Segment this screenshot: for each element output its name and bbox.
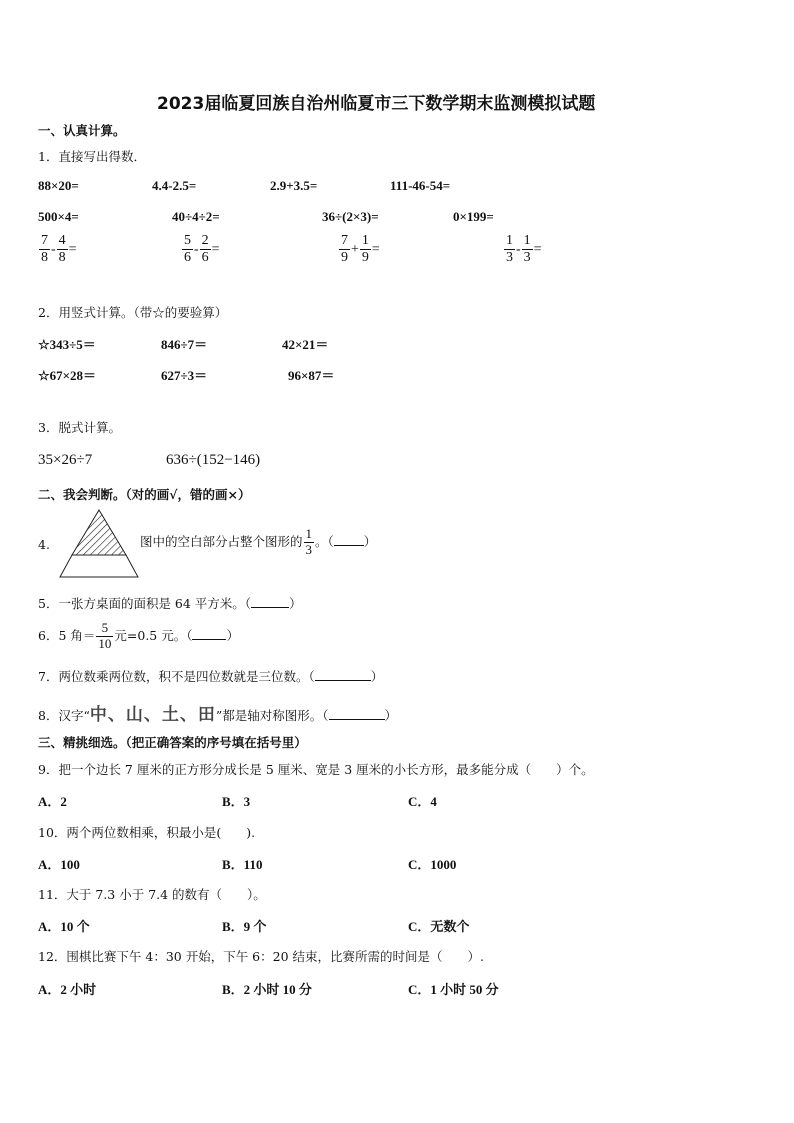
fraction-denominator: 3 <box>523 250 531 266</box>
fraction-numerator: 1 <box>522 233 533 250</box>
q7-close: ） <box>370 669 384 684</box>
fraction-denominator: 8 <box>58 250 66 266</box>
option-b[interactable]: B．110 <box>222 857 263 872</box>
q3-label: 3．脱式计算。 <box>38 420 121 435</box>
fraction-numerator: 7 <box>339 233 350 250</box>
fraction-denominator: 9 <box>341 250 348 266</box>
operator: - <box>51 241 56 257</box>
fraction-numerator: 2 <box>200 233 211 250</box>
q1-item: 111-46-54= <box>390 178 451 193</box>
operator: + <box>351 241 359 257</box>
section-2-heading: 二、我会判断。（对的画√，错的画×） <box>38 487 251 502</box>
q10-text: 10．两个两位数相乘，积最小是( ). <box>38 825 256 840</box>
q2-item: ☆67×28＝ <box>38 368 97 383</box>
q1-item: 36÷(2×3)= <box>322 209 379 224</box>
fraction-denominator: 3 <box>506 250 513 266</box>
q1-item: 0×199= <box>453 209 494 224</box>
q3-item: 35×26÷7 <box>38 452 93 468</box>
q8-pre: 8．汉字“ <box>38 708 90 723</box>
q8-close: ） <box>384 708 398 723</box>
fraction-denominator: 6 <box>184 250 191 266</box>
fraction-numerator: 1 <box>305 526 313 541</box>
q4-text <box>140 527 376 558</box>
fraction-denominator: 6 <box>201 250 209 266</box>
q1-fraction-item <box>38 233 77 266</box>
q5-text <box>38 594 302 612</box>
q1-label: 1．直接写出得数． <box>38 149 146 164</box>
option-a[interactable]: A．2 小时 <box>38 982 97 997</box>
option-c[interactable]: C．1 小时 50 分 <box>408 982 499 997</box>
q1-item: 40÷4÷2= <box>172 209 220 224</box>
equals-sign: = <box>533 241 542 257</box>
option-b[interactable]: B．9 个 <box>222 919 267 934</box>
option-a[interactable]: A．10 个 <box>38 919 90 934</box>
q2-item: 96×87＝ <box>288 368 335 383</box>
q2-item: ☆343÷5＝ <box>38 337 96 352</box>
q1-item: 2.9+3.5= <box>270 178 318 193</box>
equals-sign: = <box>68 241 77 257</box>
q6-close: ） <box>226 627 239 643</box>
fraction-numerator: 5 <box>96 621 113 637</box>
q1-fraction-item <box>503 233 542 266</box>
fraction-denominator: 9 <box>361 250 369 266</box>
equals-sign: = <box>371 241 380 257</box>
option-a[interactable]: A．100 <box>38 857 80 872</box>
q7-text <box>38 667 383 685</box>
q1-fraction-item <box>181 233 220 266</box>
q6-post: 元=0.5 元。（ <box>114 627 193 643</box>
fraction-numerator: 5 <box>182 233 193 250</box>
fraction-numerator: 7 <box>39 233 50 250</box>
section-1-heading: 一、认真计算。 <box>38 123 126 138</box>
operator: - <box>516 241 521 257</box>
option-c[interactable]: C．1000 <box>408 857 457 872</box>
q5-statement: 5．一张方桌面的面积是 64 平方米。（ <box>38 596 252 611</box>
q8-characters: 中、山、土、田 <box>89 705 216 725</box>
q2-item: 627÷3＝ <box>161 368 208 383</box>
q2-item: 42×21＝ <box>282 337 329 352</box>
q2-label: 2．用竖式计算。（带☆的要验算） <box>38 305 228 320</box>
answer-blank[interactable] <box>315 668 371 681</box>
option-c[interactable]: C．4 <box>408 794 437 809</box>
q7-statement: 7．两位数乘两位数，积不是四位数就是三位数。（ <box>38 669 315 684</box>
page-title: 2023届临夏回族自治州临夏市三下数学期末监测模拟试题 <box>157 94 596 114</box>
q3-item: 636÷(152−146) <box>166 452 261 468</box>
q1-item: 88×20= <box>38 178 79 193</box>
q5-close: ） <box>289 596 302 611</box>
answer-blank[interactable] <box>329 707 385 720</box>
option-c[interactable]: C．无数个 <box>408 919 470 934</box>
option-b[interactable]: B．3 <box>222 794 251 809</box>
fraction-denominator: 3 <box>305 541 313 557</box>
q6-pre: 6．5 角＝ <box>38 627 96 643</box>
section-3-heading: 三、精挑细选。（把正确答案的序号填在括号里） <box>38 735 307 750</box>
q9-text: 9．把一个边长 7 厘米的正方形分成长是 5 厘米、宽是 3 厘米的小长方形，最多能分成（ ）个。 <box>38 762 594 777</box>
q8-text <box>38 700 397 725</box>
q11-text: 11．大于 7.3 小于 7.4 的数有（ ）。 <box>38 887 266 902</box>
fraction-numerator: 1 <box>360 233 371 250</box>
q4-number: 4. <box>38 537 50 552</box>
equals-sign: = <box>211 241 220 257</box>
operator: - <box>194 241 199 257</box>
q4-close: ） <box>363 533 377 549</box>
q4-triangle-figure <box>58 509 140 579</box>
shaded-region <box>72 510 126 555</box>
q4-statement: 图中的空白部分占整个图形的 <box>140 533 303 549</box>
fraction-numerator: 1 <box>504 233 515 250</box>
answer-blank[interactable] <box>334 533 364 546</box>
answer-blank[interactable] <box>251 595 289 608</box>
q1-fraction-item <box>338 233 380 266</box>
q8-post: ”都是轴对称图形。（ <box>215 708 329 723</box>
q6-text <box>38 621 239 652</box>
q4-tail: 。（ <box>315 533 334 549</box>
option-b[interactable]: B．2 小时 10 分 <box>222 982 312 997</box>
q12-text: 12．围棋比赛下午 4：30 开始，下午 6：20 结束，比赛所需的时间是（ ）. <box>38 949 484 964</box>
q1-item: 4.4-2.5= <box>152 178 197 193</box>
blank-region <box>60 555 138 577</box>
q1-item: 500×4= <box>38 209 79 224</box>
fraction-denominator: 10 <box>98 635 112 651</box>
option-a[interactable]: A．2 <box>38 794 67 809</box>
q2-item: 846÷7＝ <box>161 337 208 352</box>
answer-blank[interactable] <box>192 627 226 640</box>
fraction-numerator: 4 <box>57 233 68 250</box>
fraction-denominator: 8 <box>41 250 48 266</box>
